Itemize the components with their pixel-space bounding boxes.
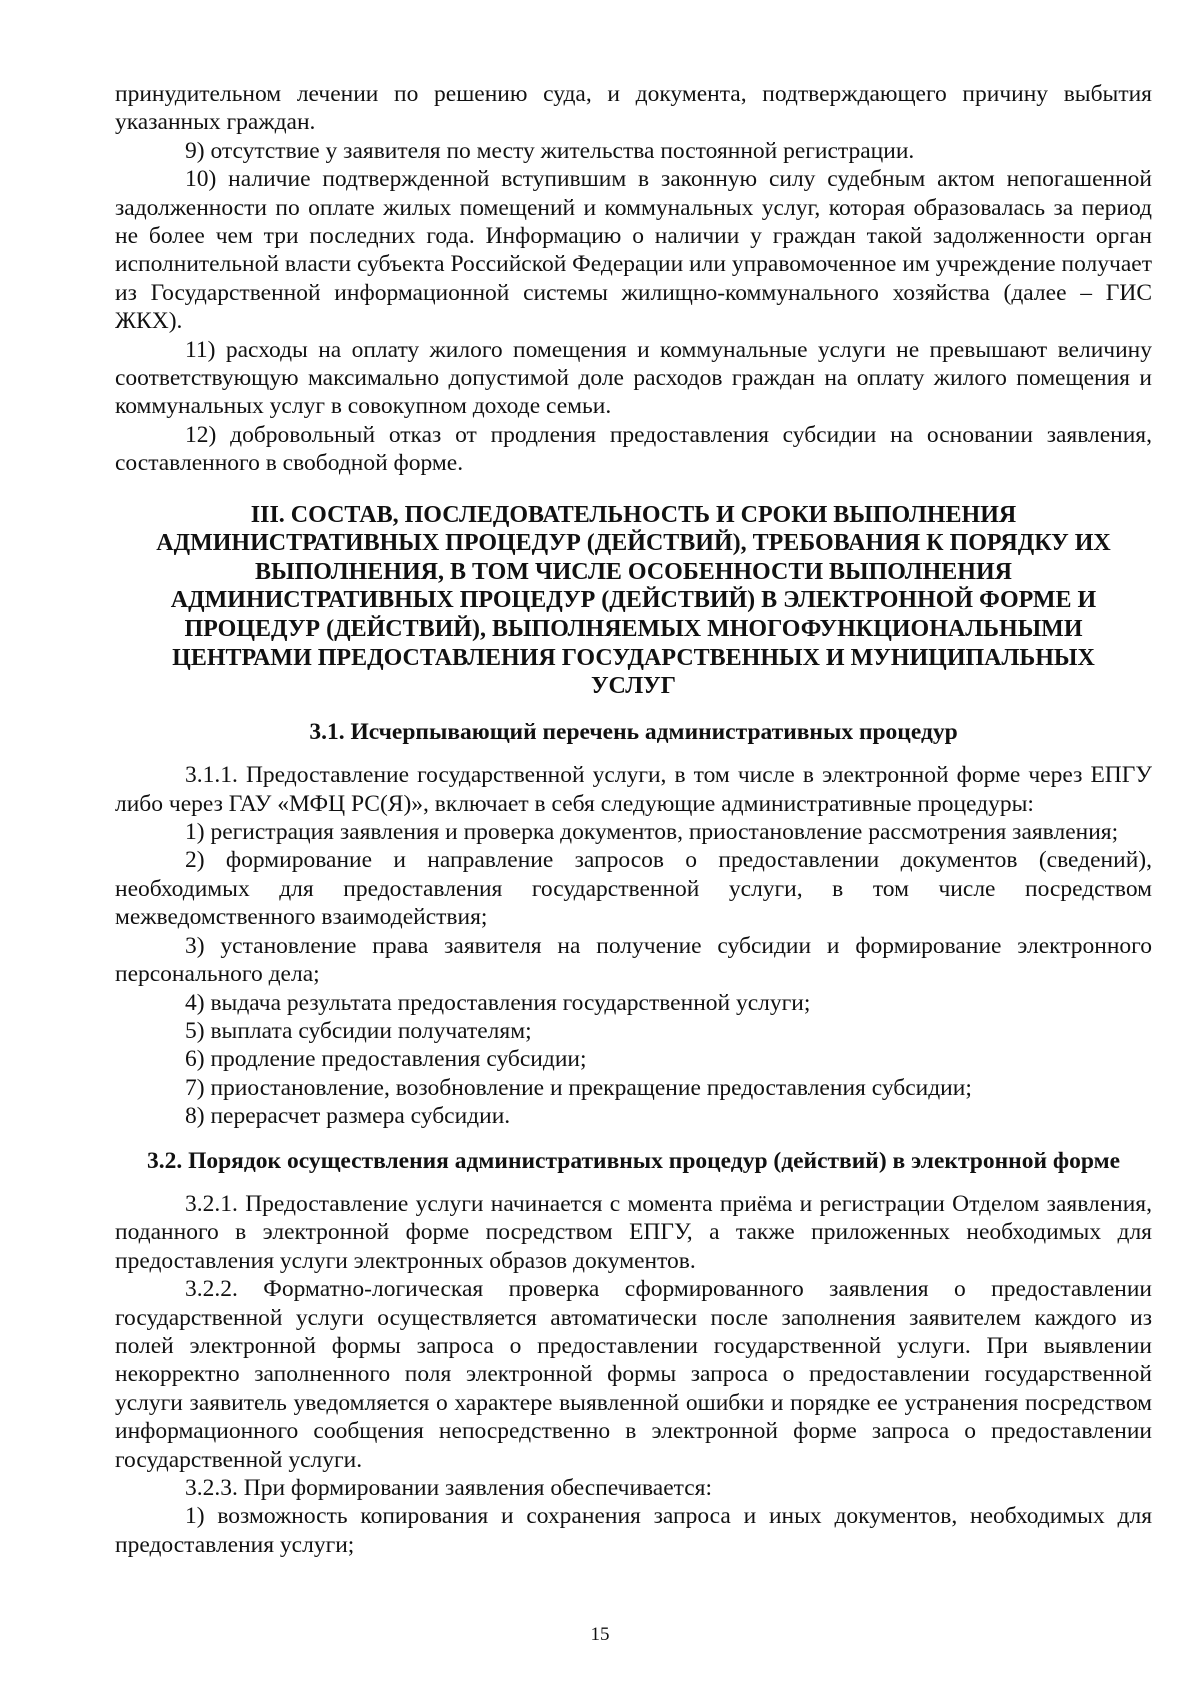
procedure-item-1: 1) регистрация заявления и проверка документов, приостановление рассмотрения заявления;	[185, 819, 1119, 846]
spacer	[115, 1131, 1152, 1147]
paragraph-3-2-3: 3.2.3. При формировании заявления обеспечивается:	[185, 1475, 712, 1501]
requirement-item-1: 1) возможность копирования и сохранения запроса и иных документов, необходимых для предоставления услуги;	[115, 1503, 1152, 1558]
list-item-11: 11) расходы на оплату жилого помещения и коммунальные услуги не превышают величину соответствующую максимально допустимой доле расходов граждан на оплату жилого помещения и коммунальных услуг в совокупном доходе семьи.	[115, 336, 1152, 420]
procedure-item-2: 2) формирование и направление запросов о предоставлении документов (сведений), необходимых для предоставления государственной услуги, в том числе посредством межведомственного взаимодействия;	[115, 847, 1152, 931]
procedure-item-5: 5) выплата субсидии получателям;	[185, 1017, 532, 1044]
section-heading: III. СОСТАВ, ПОСЛЕДОВАТЕЛЬНОСТЬ И СРОКИ ВЫПОЛНЕНИЯ АДМИНИСТРАТИВНЫХ ПРОЦЕДУР (ДЕЙСТВИЙ), ТРЕБОВАНИЯ К ПОРЯДКУ ИХ ВЫПОЛНЕНИЯ, В ТОМ ЧИСЛЕ ОСОБЕННОСТИ ВЫПОЛНЕНИЯ АДМИНИСТРАТИВНЫХ ПРОЦЕДУР (ДЕЙСТВИЙ) В ЭЛЕКТРОННОЙ ФОРМЕ И ПРОЦЕДУР (ДЕЙСТВИЙ), ВЫПОЛНЯЕМЫХ МНОГОФУНКЦИОНАЛЬНЫМИ ЦЕНТРАМИ ПРЕДОСТАВЛЕНИЯ ГОСУДАРСТВЕННЫХ И МУНИЦИПАЛЬНЫХ УСЛУГ	[156, 501, 1111, 700]
procedure-item-6: 6) продление предоставления субсидии;	[185, 1046, 587, 1073]
document-body	[115, 80, 1152, 1559]
spacer	[115, 1175, 1152, 1190]
page-number: 15	[590, 1624, 610, 1645]
spacer	[115, 746, 1152, 761]
paragraph-3-2-1: 3.2.1. Предоставление услуги начинается с момента приёма и регистрации Отделом заявления, поданного в электронной форме посредством ЕПГУ, а также приложенных необходимых для предоставления услуги электронных образов документов.	[115, 1190, 1152, 1274]
procedure-item-8: 8) перерасчет размера субсидии.	[185, 1103, 511, 1130]
list-item-9: 9) отсутствие у заявителя по месту жительства постоянной регистрации.	[185, 137, 915, 164]
spacer	[115, 478, 1152, 501]
procedure-item-3: 3) установление права заявителя на получение субсидии и формирование электронного персонального дела;	[115, 932, 1152, 988]
spacer	[115, 701, 1152, 718]
subsection-heading-3-2: 3.2. Порядок осуществления административных процедур (действий) в электронной форме	[146, 1147, 1121, 1174]
list-item-10: 10) наличие подтвержденной вступившим в законную силу судебным актом непогашенной задолженности по оплате жилых помещений и коммунальных услуг, которая образовалась за период не более чем три последних года. Информацию о наличии у граждан такой задолженности орган исполнительной власти субъекта Российской Федерации или управомоченное им учреждение получает из Государственной информационной системы жилищно-коммунального хозяйства (далее – ГИС ЖКХ).	[115, 166, 1152, 335]
paragraph-3-1-1: 3.1.1. Предоставление государственной услуги, в том числе в электронной форме через ЕПГУ либо через ГАУ «МФЦ РС(Я)», включает в себя следующие административные процедуры:	[115, 762, 1152, 817]
paragraph-3-2-2: 3.2.2. Форматно-логическая проверка сформированного заявления о предоставлении государственной услуги осуществляется автоматически после заполнения заявителем каждого из полей электронной формы запроса о предоставлении государственной услуги. При выявлении некорректно заполненного поля электронной формы запроса о предоставлении государственной услуги заявитель уведомляется о характере выявленной ошибки и порядке ее устранения посредством информационного сообщения непосредственно в электронной форме запроса о предоставлении государственной услуги.	[115, 1276, 1152, 1473]
procedure-item-4: 4) выдача результата предоставления государственной услуги;	[185, 989, 811, 1016]
list-item-12: 12) добровольный отказ от продления предоставления субсидии на основании заявления, составленного в свободной форме.	[115, 421, 1152, 477]
subsection-heading-3-1: 3.1. Исчерпывающий перечень административных процедур	[309, 718, 958, 745]
paragraph-continuation: принудительном лечении по решению суда, и документа, подтверждающего причину выбытия указанных граждан.	[115, 81, 1152, 136]
procedure-item-7: 7) приостановление, возобновление и прекращение предоставления субсидии;	[185, 1074, 972, 1101]
